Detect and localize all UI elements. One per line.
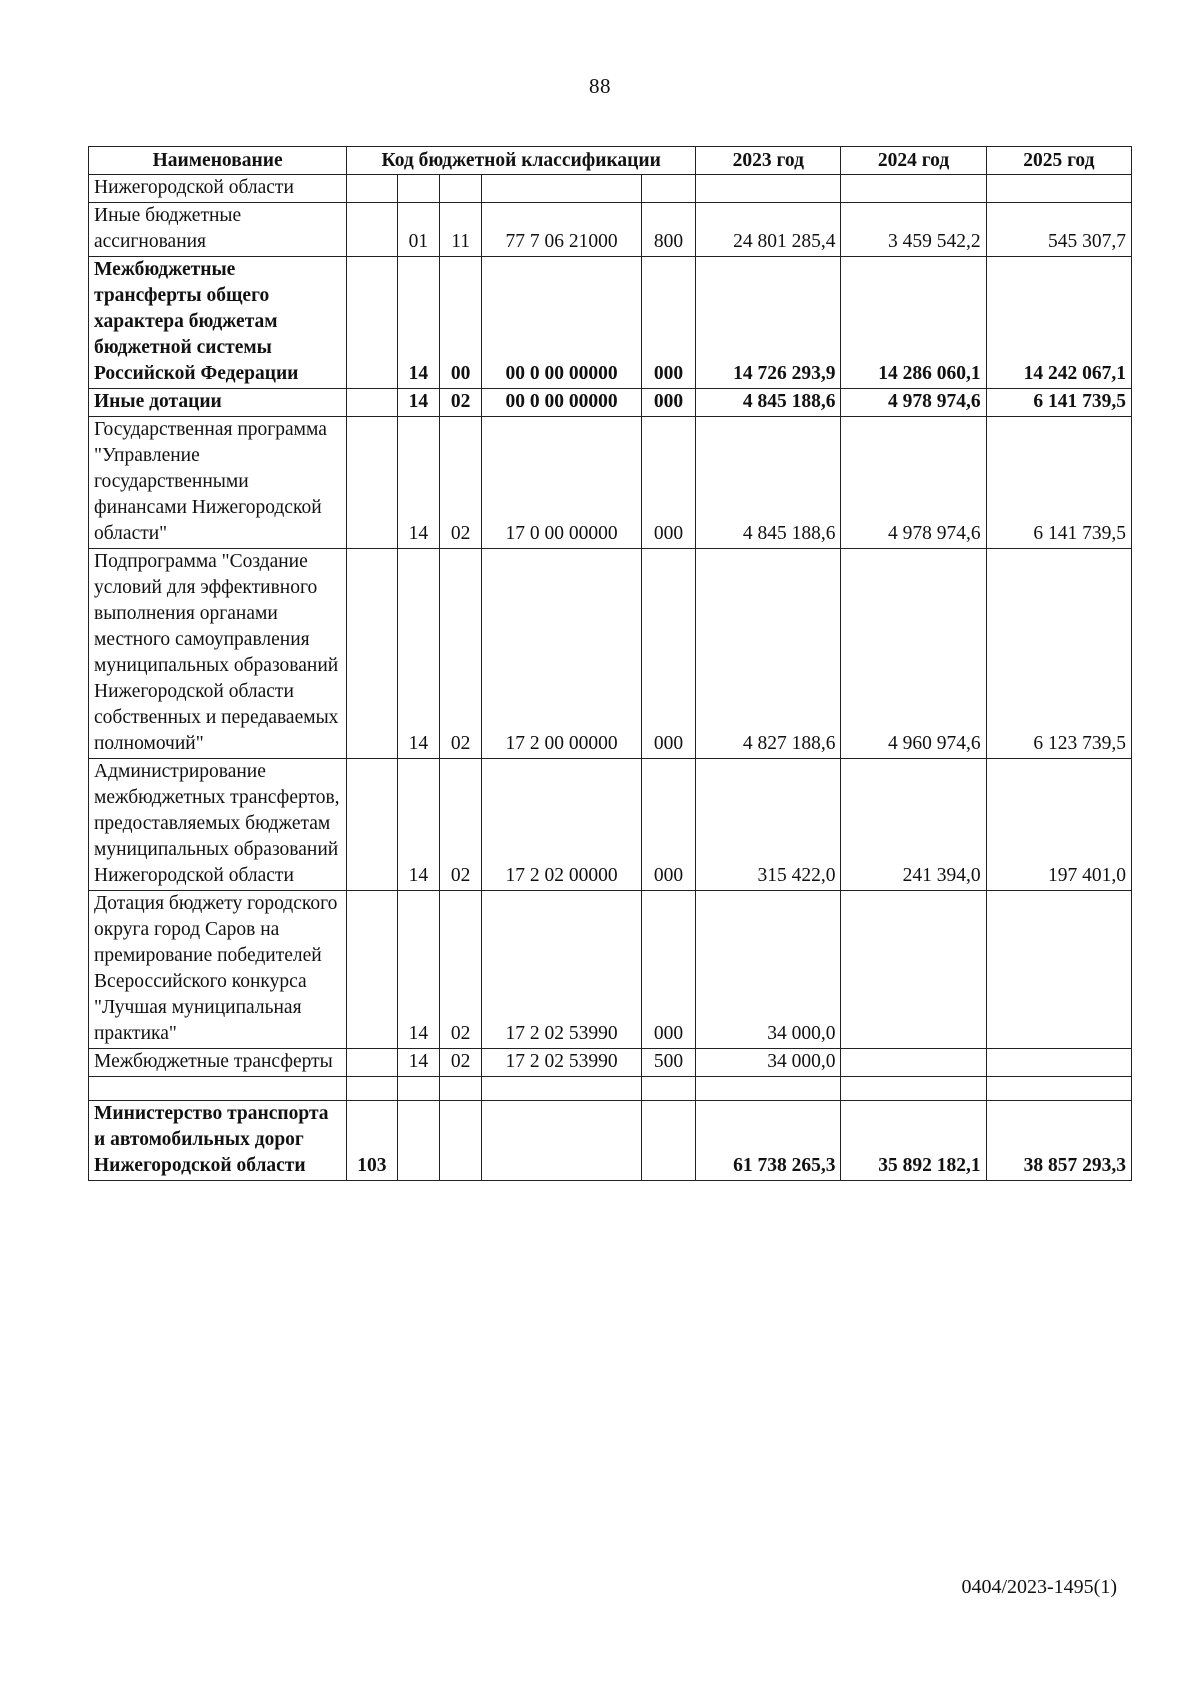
row-subsection: 02 bbox=[440, 549, 482, 759]
row-amount-2023: 4 845 188,6 bbox=[696, 417, 841, 549]
row-section: 14 bbox=[397, 417, 439, 549]
row-amount-2024: 4 978 974,6 bbox=[841, 417, 986, 549]
row-section: 14 bbox=[397, 1049, 439, 1077]
row-name: Межбюджетные трансферты общего характера бюджетам бюджетной системы Российской Федерации bbox=[89, 257, 347, 389]
row-amount-2024 bbox=[841, 1049, 986, 1077]
row-ministry-code bbox=[347, 891, 397, 1049]
row-ministry-code bbox=[347, 257, 397, 389]
row-section bbox=[397, 175, 439, 203]
row-amount-2023 bbox=[696, 1077, 841, 1101]
row-expense-type: 000 bbox=[641, 759, 695, 891]
row-expense-type bbox=[641, 1101, 695, 1181]
row-amount-2023: 24 801 285,4 bbox=[696, 203, 841, 257]
row-section: 14 bbox=[397, 759, 439, 891]
table-row bbox=[89, 1101, 1132, 1181]
row-amount-2025: 6 141 739,5 bbox=[986, 389, 1131, 417]
table-row bbox=[89, 417, 1132, 549]
row-section bbox=[397, 1101, 439, 1181]
row-expense-type: 000 bbox=[641, 389, 695, 417]
row-expense-type: 500 bbox=[641, 1049, 695, 1077]
row-name bbox=[89, 1077, 347, 1101]
row-amount-2024 bbox=[841, 175, 986, 203]
table-row bbox=[89, 175, 1132, 203]
row-amount-2023 bbox=[696, 175, 841, 203]
row-expense-type bbox=[641, 1077, 695, 1101]
row-subsection: 02 bbox=[440, 417, 482, 549]
row-section: 01 bbox=[397, 203, 439, 257]
row-ministry-code bbox=[347, 203, 397, 257]
table-row bbox=[89, 1049, 1132, 1077]
row-target-code: 17 2 00 00000 bbox=[482, 549, 641, 759]
row-subsection bbox=[440, 1077, 482, 1101]
row-target-code: 00 0 00 00000 bbox=[482, 389, 641, 417]
table-row bbox=[89, 389, 1132, 417]
header-2025: 2025 год bbox=[986, 147, 1131, 175]
table-row bbox=[89, 257, 1132, 389]
row-name: Государственная программа "Управление государственными финансами Нижегородской области" bbox=[89, 417, 347, 549]
row-amount-2023: 4 845 188,6 bbox=[696, 389, 841, 417]
row-amount-2024 bbox=[841, 891, 986, 1049]
table-row bbox=[89, 759, 1132, 891]
row-section: 14 bbox=[397, 891, 439, 1049]
row-amount-2025: 545 307,7 bbox=[986, 203, 1131, 257]
row-amount-2025 bbox=[986, 1077, 1131, 1101]
table-row bbox=[89, 891, 1132, 1049]
row-target-code: 77 7 06 21000 bbox=[482, 203, 641, 257]
row-ministry-code bbox=[347, 175, 397, 203]
row-amount-2024: 35 892 182,1 bbox=[841, 1101, 986, 1181]
row-ministry-code bbox=[347, 389, 397, 417]
row-expense-type: 000 bbox=[641, 549, 695, 759]
row-section: 14 bbox=[397, 549, 439, 759]
row-ministry-code bbox=[347, 417, 397, 549]
row-amount-2024: 14 286 060,1 bbox=[841, 257, 986, 389]
row-section: 14 bbox=[397, 257, 439, 389]
document-id: 0404/2023-1495(1) bbox=[961, 1576, 1117, 1598]
row-name: Иные дотации bbox=[89, 389, 347, 417]
row-section: 14 bbox=[397, 389, 439, 417]
row-target-code: 00 0 00 00000 bbox=[482, 257, 641, 389]
row-amount-2024: 4 960 974,6 bbox=[841, 549, 986, 759]
row-amount-2025: 197 401,0 bbox=[986, 759, 1131, 891]
row-expense-type: 800 bbox=[641, 203, 695, 257]
row-amount-2023: 34 000,0 bbox=[696, 1049, 841, 1077]
row-name: Иные бюджетные ассигнования bbox=[89, 203, 347, 257]
row-target-code: 17 0 00 00000 bbox=[482, 417, 641, 549]
row-target-code bbox=[482, 175, 641, 203]
row-subsection: 02 bbox=[440, 1049, 482, 1077]
row-amount-2025 bbox=[986, 1049, 1131, 1077]
row-name: Администрирование межбюджетных трансфертов, предоставляемых бюджетам муниципальных образований Нижегородской области bbox=[89, 759, 347, 891]
row-subsection: 02 bbox=[440, 389, 482, 417]
row-subsection: 11 bbox=[440, 203, 482, 257]
row-expense-type: 000 bbox=[641, 891, 695, 1049]
table-row bbox=[89, 203, 1132, 257]
row-subsection bbox=[440, 175, 482, 203]
row-ministry-code bbox=[347, 1077, 397, 1101]
header-name: Наименование bbox=[89, 147, 347, 175]
table-row-empty bbox=[89, 1077, 1132, 1101]
row-amount-2025: 6 141 739,5 bbox=[986, 417, 1131, 549]
row-name: Межбюджетные трансферты bbox=[89, 1049, 347, 1077]
row-amount-2023: 4 827 188,6 bbox=[696, 549, 841, 759]
row-amount-2024 bbox=[841, 1077, 986, 1101]
row-amount-2025: 14 242 067,1 bbox=[986, 257, 1131, 389]
header-code: Код бюджетной классификации bbox=[347, 147, 696, 175]
row-expense-type bbox=[641, 175, 695, 203]
row-amount-2025: 6 123 739,5 bbox=[986, 549, 1131, 759]
row-target-code bbox=[482, 1101, 641, 1181]
row-expense-type: 000 bbox=[641, 417, 695, 549]
row-subsection: 02 bbox=[440, 759, 482, 891]
row-target-code: 17 2 02 53990 bbox=[482, 891, 641, 1049]
row-name: Дотация бюджету городского округа город Саров на премирование победителей Всероссийского конкурса "Лучшая муниципальная практика" bbox=[89, 891, 347, 1049]
row-name: Подпрограмма "Создание условий для эффективного выполнения органами местного самоуправления муниципальных образований Нижегородской области собственных и передаваемых полномочий" bbox=[89, 549, 347, 759]
row-amount-2024: 241 394,0 bbox=[841, 759, 986, 891]
header-2024: 2024 год bbox=[841, 147, 986, 175]
row-amount-2025 bbox=[986, 175, 1131, 203]
page-number: 88 bbox=[589, 74, 611, 98]
row-subsection: 00 bbox=[440, 257, 482, 389]
row-amount-2024: 3 459 542,2 bbox=[841, 203, 986, 257]
row-target-code bbox=[482, 1077, 641, 1101]
row-subsection: 02 bbox=[440, 891, 482, 1049]
row-amount-2025: 38 857 293,3 bbox=[986, 1101, 1131, 1181]
row-ministry-code bbox=[347, 1049, 397, 1077]
row-ministry-code bbox=[347, 759, 397, 891]
row-name: Министерство транспорта и автомобильных дорог Нижегородской области bbox=[89, 1101, 347, 1181]
table-row bbox=[89, 549, 1132, 759]
row-expense-type: 000 bbox=[641, 257, 695, 389]
row-name: Нижегородской области bbox=[89, 175, 347, 203]
row-ministry-code: 103 bbox=[347, 1101, 397, 1181]
table-body bbox=[89, 175, 1132, 1181]
row-amount-2023: 34 000,0 bbox=[696, 891, 841, 1049]
row-subsection bbox=[440, 1101, 482, 1181]
row-amount-2023: 61 738 265,3 bbox=[696, 1101, 841, 1181]
header-2023: 2023 год bbox=[696, 147, 841, 175]
budget-table bbox=[88, 146, 1132, 1181]
row-target-code: 17 2 02 00000 bbox=[482, 759, 641, 891]
row-target-code: 17 2 02 53990 bbox=[482, 1049, 641, 1077]
table-header-row bbox=[89, 147, 1132, 175]
row-amount-2025 bbox=[986, 891, 1131, 1049]
row-section bbox=[397, 1077, 439, 1101]
row-amount-2023: 315 422,0 bbox=[696, 759, 841, 891]
row-amount-2023: 14 726 293,9 bbox=[696, 257, 841, 389]
row-amount-2024: 4 978 974,6 bbox=[841, 389, 986, 417]
row-ministry-code bbox=[347, 549, 397, 759]
